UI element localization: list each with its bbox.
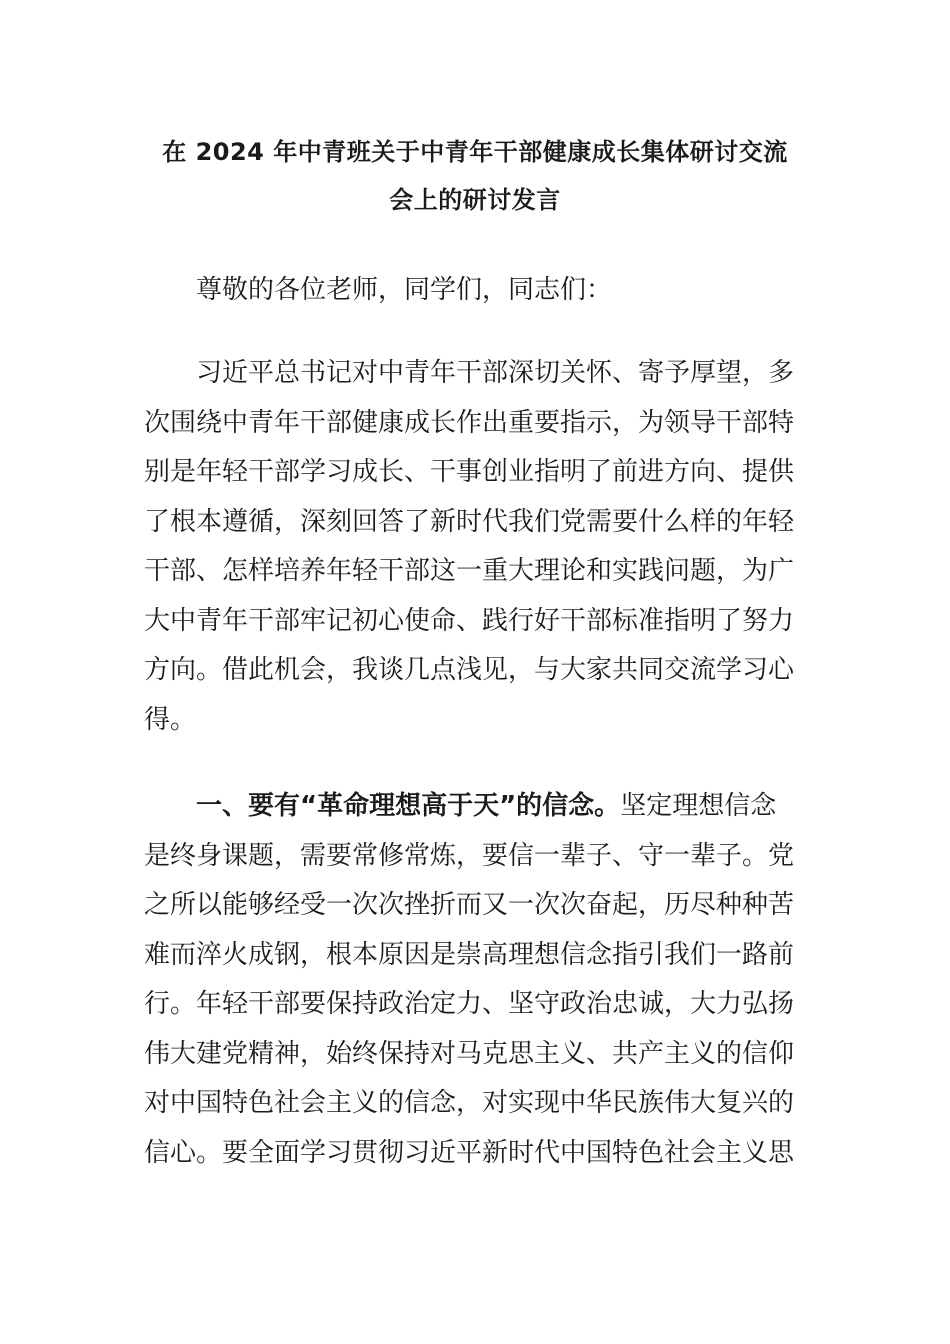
paragraph-line: 信心。要全面学习贯彻习近平新时代中国特色社会主义思	[144, 1137, 795, 1168]
title-line: 在 2024 年中青班关于中青年干部健康成长集体研讨交流	[162, 138, 788, 166]
paragraph-line: 干部、怎样培养年轻干部这一重大理论和实践问题，为广	[144, 556, 795, 586]
document-title	[120, 128, 830, 224]
paragraph-line: 方向。借此机会，我谈几点浅见，与大家共同交流学习心	[144, 655, 795, 685]
paragraph-line: 大中青年干部牢记初心使命、践行好干部标准指明了努力	[144, 605, 795, 636]
paragraph-line: 对中国特色社会主义的信念，对实现中华民族伟大复兴的	[144, 1088, 795, 1118]
paragraph-line: 得。	[144, 704, 197, 735]
paragraph-line: 次围绕中青年干部健康成长作出重要指示，为领导干部特	[144, 407, 795, 438]
paragraph-line: 习近平总书记对中青年干部深切关怀、寄予厚望，多	[196, 358, 795, 388]
greeting-text: 尊敬的各位老师，同学们，同志们：	[196, 275, 613, 305]
paragraph-line: 伟大建党精神，始终保持对马克思主义、共产主义的信仰	[144, 1038, 795, 1069]
paragraph-line: 难而淬火成钢，根本原因是崇高理想信念指引我们一路前	[144, 939, 795, 970]
paragraph-line: 别是年轻干部学习成长、干事创业指明了前进方向、提供	[144, 457, 795, 487]
intro-paragraph	[144, 349, 808, 745]
paragraph-line-rest: 坚定理想信念	[620, 791, 777, 821]
paragraph-line: 了根本遵循，深刻回答了新时代我们党需要什么样的年轻	[144, 506, 795, 537]
title-line: 会上的研讨发言	[389, 186, 561, 214]
paragraph-line: 是终身课题，需要常修常炼，要信一辈子、守一辈子。党	[144, 840, 795, 871]
paragraph-line: 行。年轻干部要保持政治定力、坚守政治忠诚，大力弘扬	[144, 989, 795, 1019]
section-heading: 一、要有“革命理想高于天”的信念。	[196, 791, 621, 821]
paragraph-first-line	[144, 782, 808, 832]
greeting-paragraph	[144, 266, 808, 316]
section-one-paragraph	[144, 782, 808, 1178]
paragraph-line: 之所以能够经受一次次挫折而又一次次奋起，历尽种种苦	[144, 890, 795, 920]
